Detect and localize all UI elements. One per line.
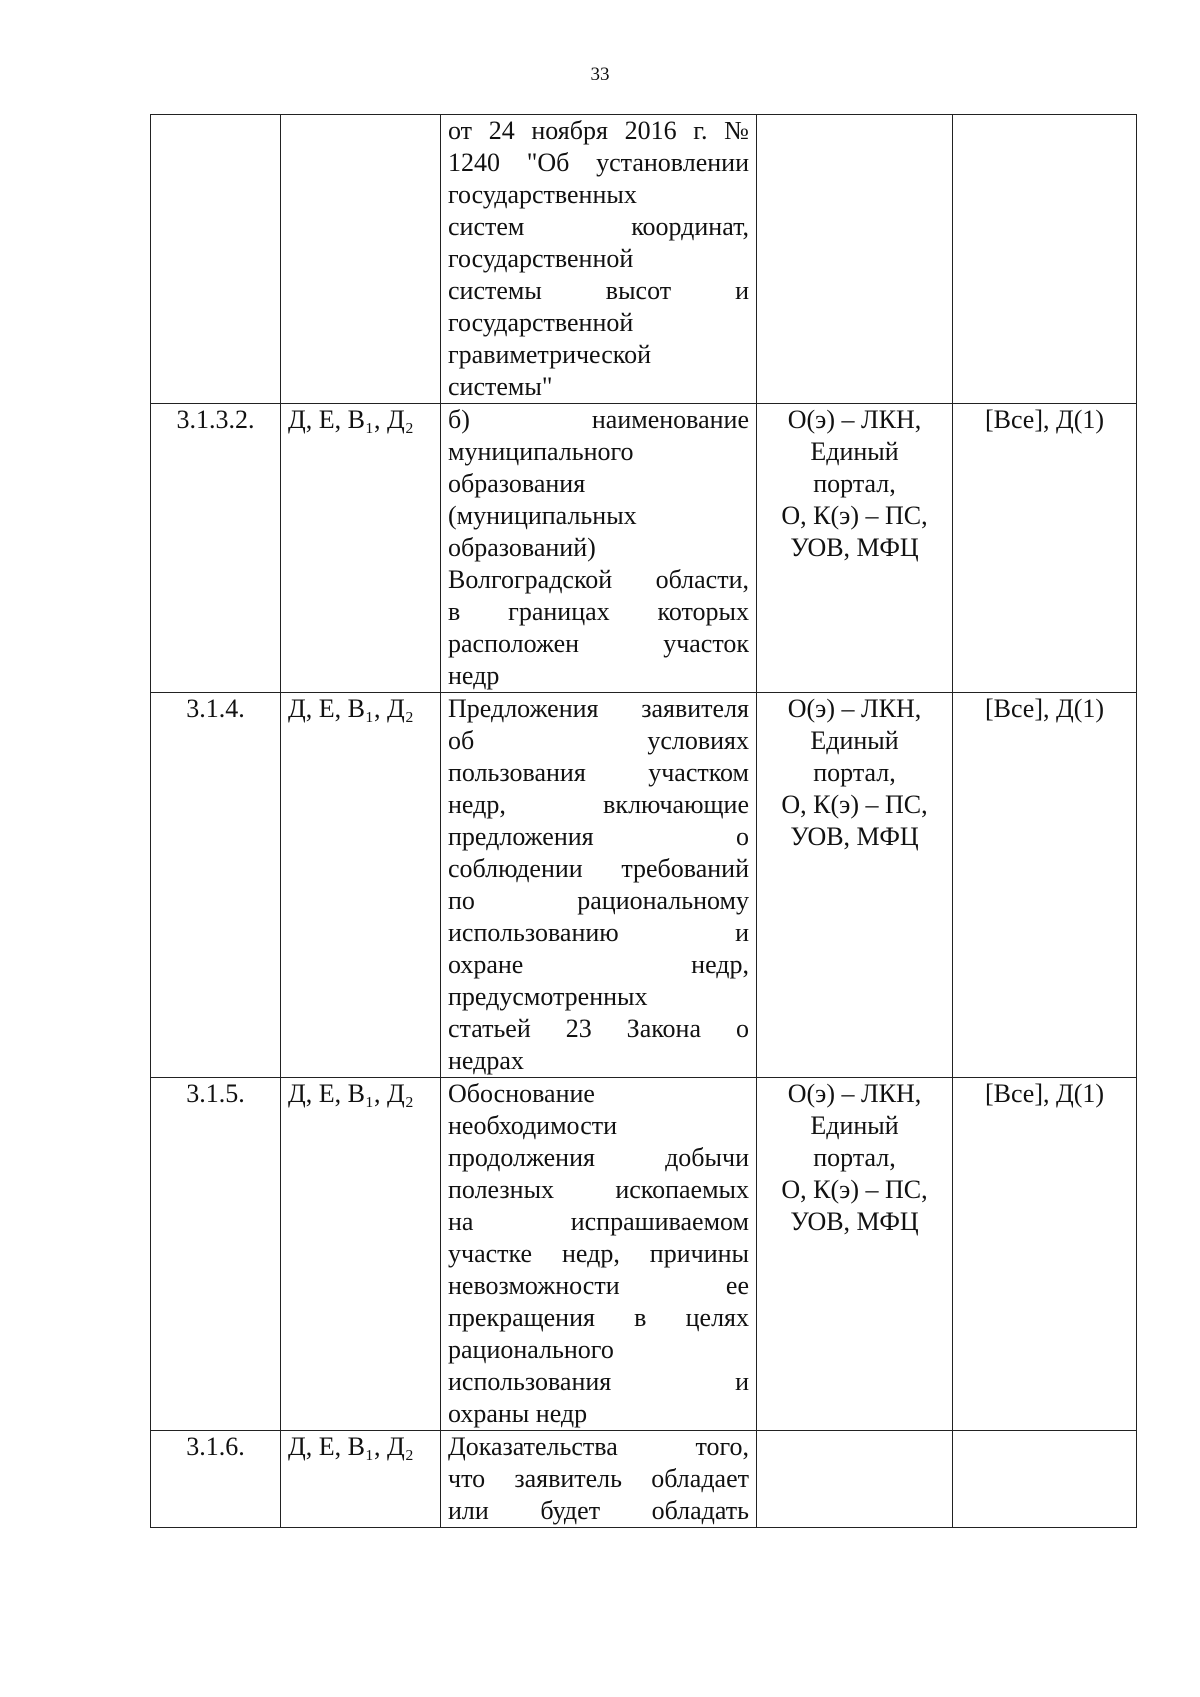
document-description-line: продолжения добычи [448,1143,749,1172]
applicability-cell: [Все], Д(1) [953,693,1137,1078]
document-description-line: статьей 23 Закона о [448,1014,749,1043]
submission-method-line: портал, [813,1143,896,1172]
document-description-line: государственной [448,244,634,273]
document-description-line: Предложения заявителя [448,694,749,723]
document-description-line: гравиметрической [448,340,652,369]
document-description-line: системы высот и [448,276,749,305]
document-description-line: участке недр, причины [448,1239,749,1268]
document-description-line: необходимости [448,1111,618,1140]
document-description-line: государственных [448,180,637,209]
document-description-line: на испрашиваемом [448,1207,749,1236]
row-number-cell [151,115,281,404]
document-description-cell [441,693,757,1078]
document-description-line: пользования участком [448,758,749,787]
document-description-line: невозможности ее [448,1271,749,1300]
submission-method-line: УОВ, МФЦ [790,533,919,562]
document-description-line: образования [448,469,586,498]
submission-method-line: О(э) – ЛКН, [787,1079,922,1108]
applicability-cell [953,115,1137,404]
applicant-category-cell: Д, Е, В₁, Д₂ [281,1078,441,1431]
document-description-line: от 24 ноября 2016 г. № [448,116,749,145]
document-description-line: Обоснование [448,1079,595,1108]
document-description-line: муниципального [448,437,634,466]
submission-method-cell [757,693,953,1078]
table-row [151,693,1137,1078]
applicability-cell: [Все], Д(1) [953,404,1137,693]
document-description-line: или будет обладать [448,1496,749,1525]
submission-method-line: портал, [813,469,896,498]
document-description-line: предложения о [448,822,749,851]
document-description-line: рационального [448,1335,614,1364]
document-description-line: охране недр, [448,950,749,979]
submission-method-line: О, К(э) – ПС, [781,790,928,819]
table-row [151,1078,1137,1431]
submission-method-cell [757,1431,953,1528]
document-description-cell [441,115,757,404]
applicant-category-cell [281,115,441,404]
document-description-line: в границах которых [448,597,749,626]
document-description-line: прекращения в целях [448,1303,749,1332]
table-row [151,1431,1137,1528]
row-number-cell: 3.1.6. [151,1431,281,1528]
page-number: 33 [590,64,610,85]
submission-method-cell [757,404,953,693]
document-description-line: об условиях [448,726,749,755]
document-description-line: недр, включающие [448,790,749,819]
applicant-category-cell: Д, Е, В₁, Д₂ [281,1431,441,1528]
document-description-line: образований) [448,533,596,562]
applicability-cell [953,1431,1137,1528]
table-row [151,115,1137,404]
document-description-line: системы" [448,372,553,401]
document-description-line: б) наименование [448,405,749,434]
submission-method-line: О(э) – ЛКН, [787,405,922,434]
submission-method-line: О, К(э) – ПС, [781,1175,928,1204]
requirements-table [150,114,1137,1528]
applicability-cell: [Все], Д(1) [953,1078,1137,1431]
document-description-line: по рациональному [448,886,749,915]
submission-method-cell [757,1078,953,1431]
document-description-line: использования и [448,1367,749,1396]
document-description-line: расположен участок [448,629,749,658]
document-description-cell [441,1431,757,1528]
submission-method-cell [757,115,953,404]
document-description-cell [441,1078,757,1431]
document-description-line: 1240 "Об установлении [448,148,749,177]
applicant-category-cell: Д, Е, В₁, Д₂ [281,693,441,1078]
document-description-line: полезных ископаемых [448,1175,749,1204]
row-number-cell: 3.1.3.2. [151,404,281,693]
submission-method-line: УОВ, МФЦ [790,822,919,851]
applicant-category-cell: Д, Е, В₁, Д₂ [281,404,441,693]
submission-method-line: О, К(э) – ПС, [781,501,928,530]
submission-method-line: Единый [810,726,899,755]
submission-method-line: Единый [810,437,899,466]
document-description-line: недрах [448,1046,524,1075]
row-number-cell: 3.1.5. [151,1078,281,1431]
document-description-line: (муниципальных [448,501,637,530]
document-description-line: государственной [448,308,634,337]
document-description-line: недр [448,661,500,690]
document-description-line: что заявитель обладает [448,1464,749,1493]
document-description-line: систем координат, [448,212,749,241]
submission-method-line: О(э) – ЛКН, [787,694,922,723]
document-description-line: использованию и [448,918,749,947]
document-description-line: предусмотренных [448,982,648,1011]
document-description-line: Волгоградской области, [448,565,749,594]
submission-method-line: УОВ, МФЦ [790,1207,919,1236]
document-description-line: соблюдении требований [448,854,749,883]
submission-method-line: Единый [810,1111,899,1140]
row-number-cell: 3.1.4. [151,693,281,1078]
document-description-cell [441,404,757,693]
table-row [151,404,1137,693]
submission-method-line: портал, [813,758,896,787]
table-body [151,115,1137,1528]
document-description-line: охраны недр [448,1399,588,1428]
document-description-line: Доказательства того, [448,1432,749,1461]
